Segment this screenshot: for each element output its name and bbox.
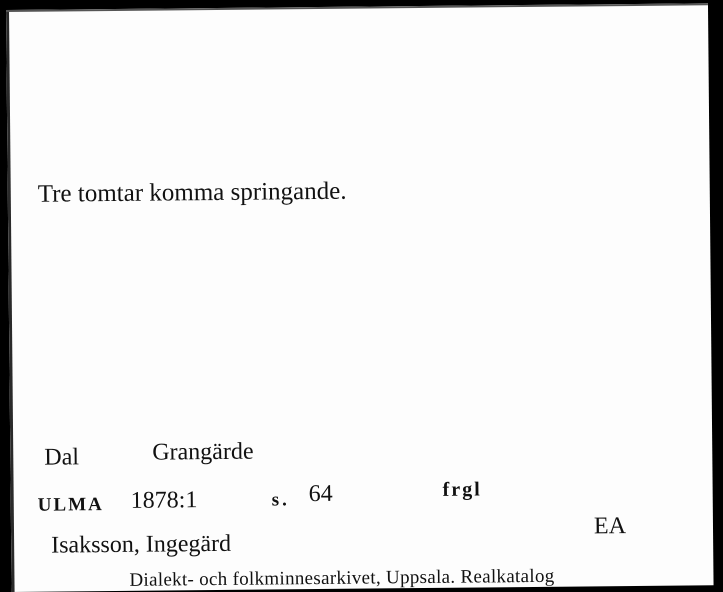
page-number: 64 xyxy=(308,480,333,508)
accession-number: 1878:1 xyxy=(130,487,198,514)
card-top-edge xyxy=(6,3,708,12)
province-label: Dal xyxy=(44,444,80,471)
collector-name: Isaksson, Ingegärd xyxy=(51,530,232,559)
parish-label: Grangärde xyxy=(152,438,254,466)
code-label: EA xyxy=(593,513,627,540)
catalog-card xyxy=(6,3,714,592)
page-label: s. xyxy=(271,489,290,511)
archive-label: ULMA xyxy=(37,494,104,516)
category-label: frgl xyxy=(442,478,482,501)
footer-text: Dialekt- och folkminnesarkivet, Uppsala. Realkatalog xyxy=(129,565,555,591)
card-title: Tre tomtar komma springande. xyxy=(37,177,347,208)
